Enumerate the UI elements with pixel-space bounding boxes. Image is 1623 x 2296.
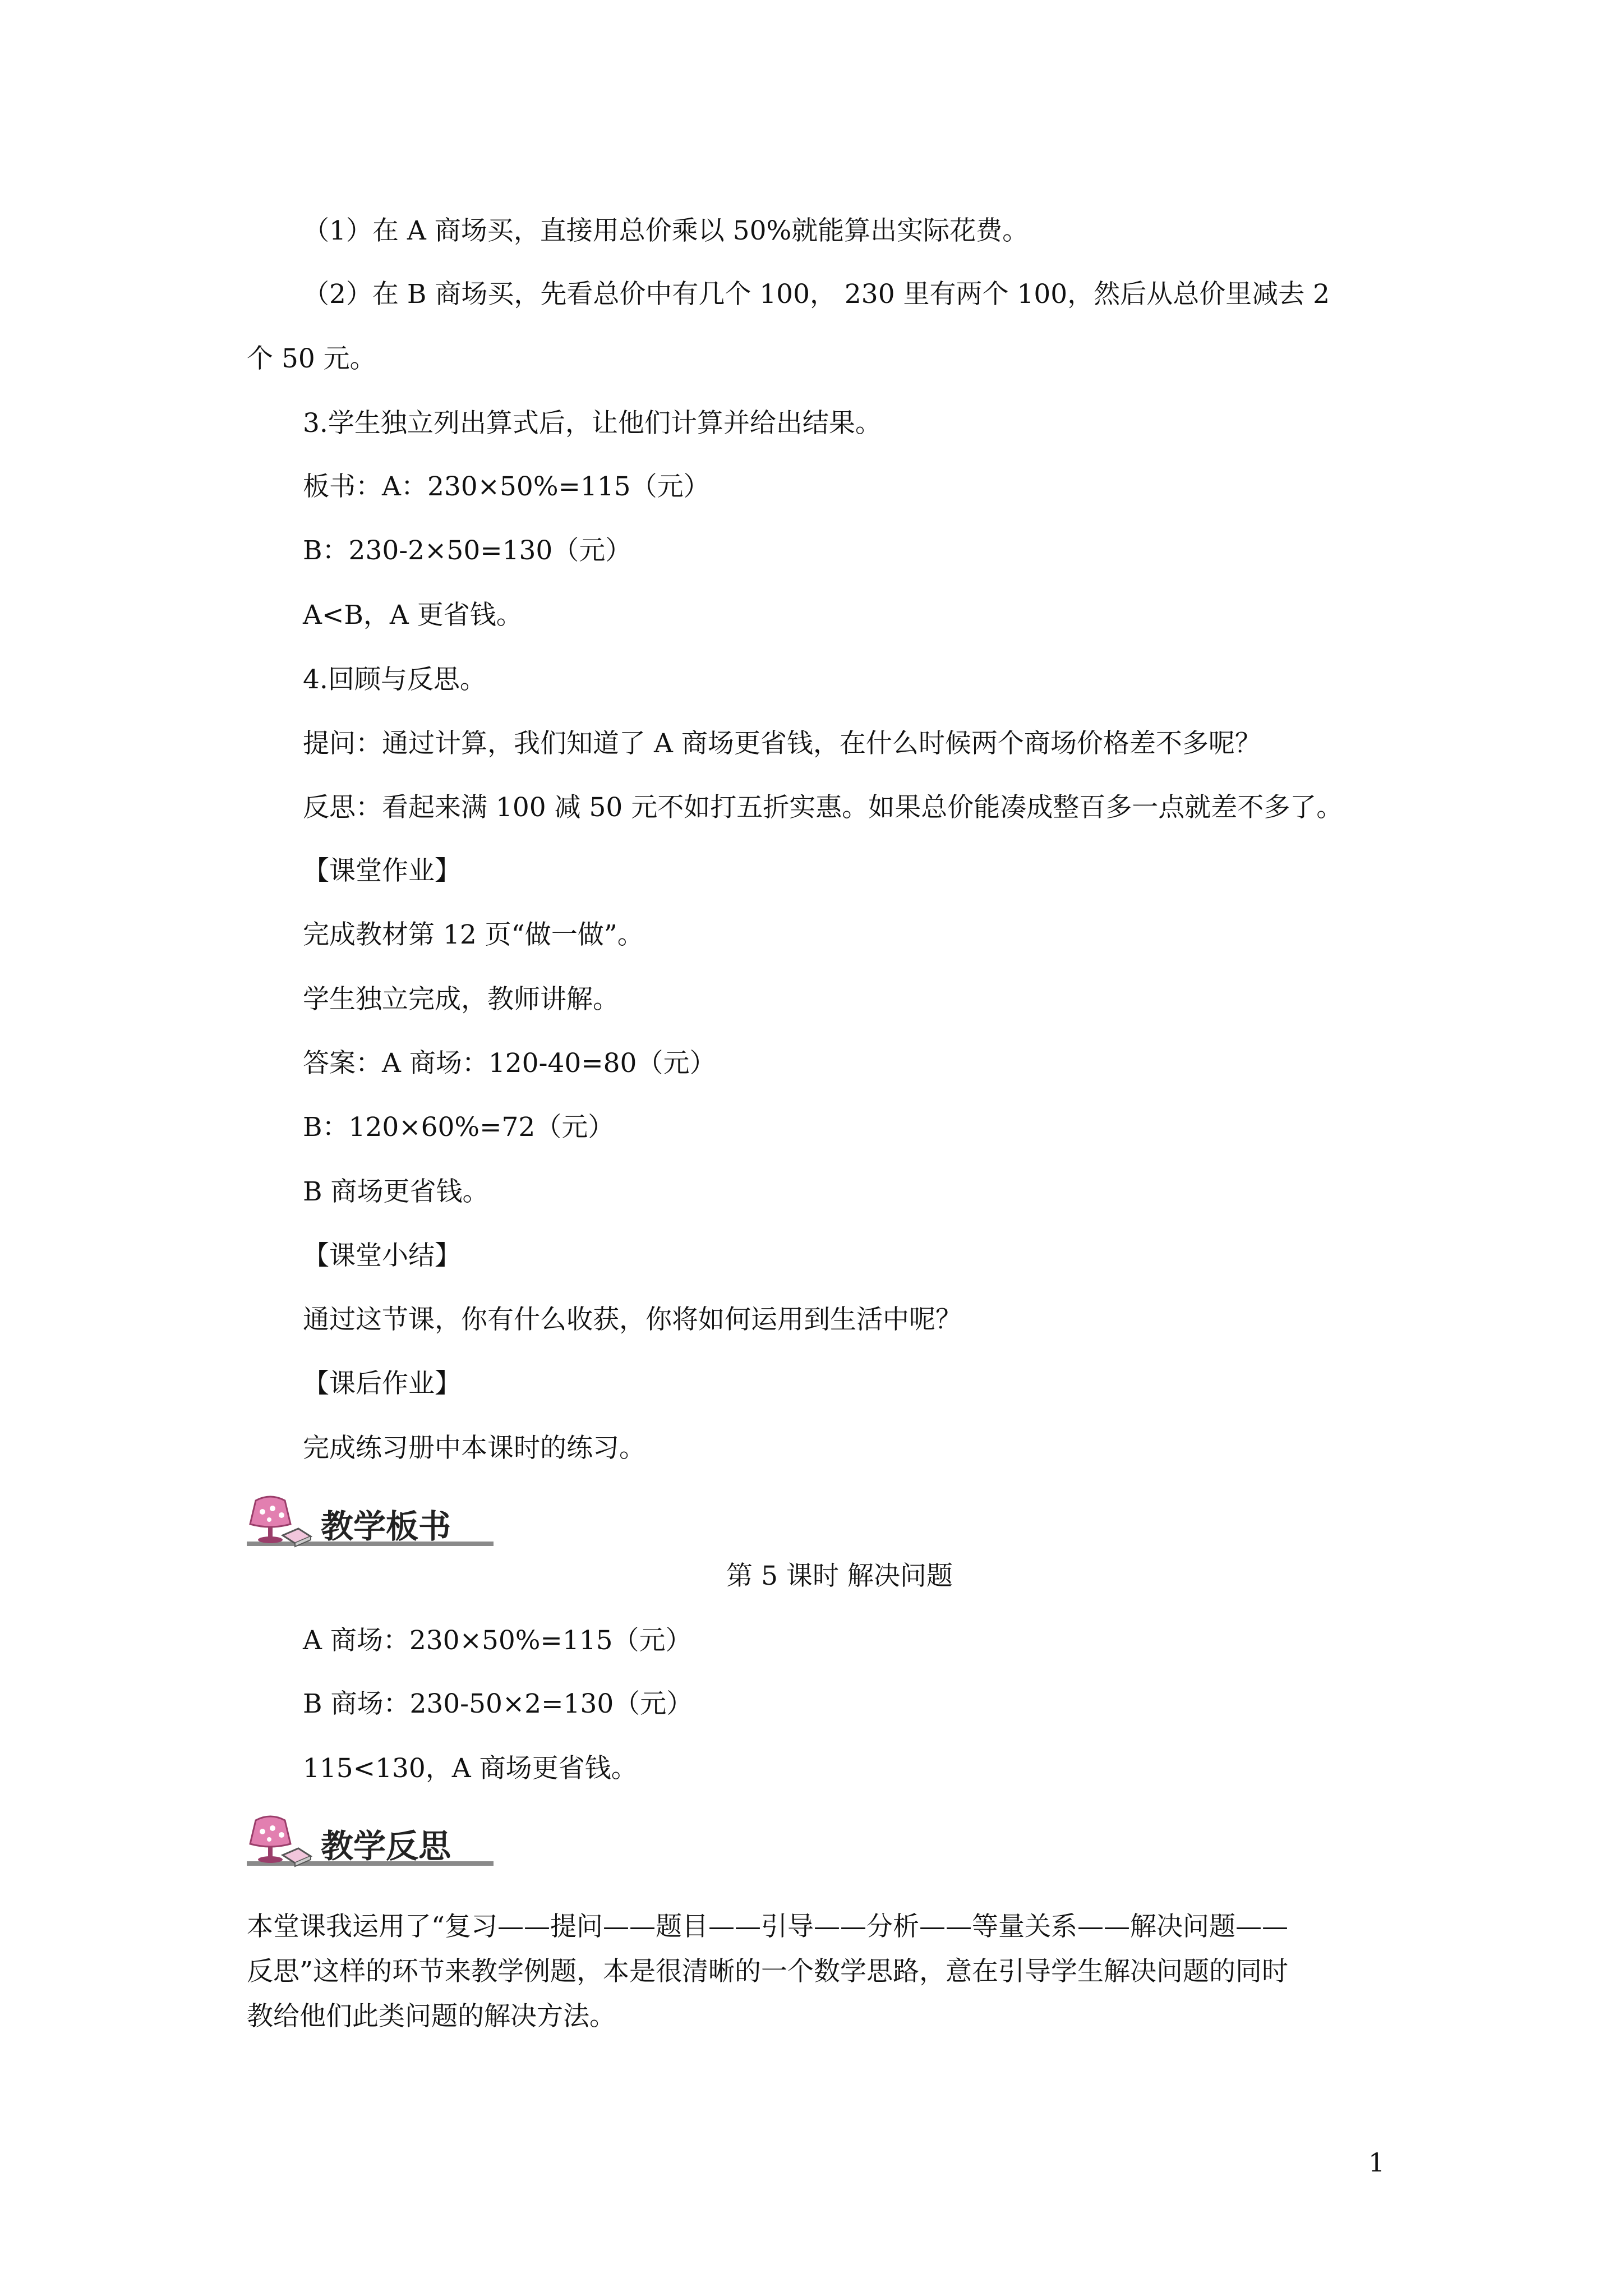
board-line: A 商场：230×50%=115（元） <box>303 1625 692 1656</box>
text-line: 学生独立完成，教师讲解。 <box>303 984 619 1015</box>
reflection-line: 本堂课我运用了“复习——提问——题目——引导——分析——等量关系——解决问题—— <box>247 1911 1289 1942</box>
text-line: 完成练习册中本课时的练习。 <box>303 1433 645 1464</box>
text-line: B 商场更省钱。 <box>303 1176 489 1207</box>
section-heading: 【课后作业】 <box>303 1368 461 1399</box>
text-line: B：120×60%=72（元） <box>303 1112 615 1143</box>
text-line: 个 50 元。 <box>247 343 376 374</box>
reflection-line: 教给他们此类问题的解决方法。 <box>247 2001 616 2032</box>
section-heading: 【课堂作业】 <box>303 855 461 886</box>
board-line: B 商场：230-50×2=130（元） <box>303 1688 693 1719</box>
text-line: 通过这节课，你有什么收获，你将如何运用到生活中呢？ <box>303 1304 962 1335</box>
lamp-book-icon <box>236 1484 499 1557</box>
board-heading: 第 5 课时 解决问题 <box>726 1561 953 1591</box>
text-line: 板书：A：230×50%=115（元） <box>303 471 710 502</box>
text-line: 反思：看起来满 100 减 50 元不如打五折实惠。如果总价能凑成整百多一点就差不多了。 <box>303 792 1343 823</box>
board-line: 115<130，A 商场更省钱。 <box>303 1753 638 1784</box>
text-line: 完成教材第 12 页“做一做”。 <box>303 919 644 950</box>
text-line: 答案：A 商场：120-40=80（元） <box>303 1048 716 1079</box>
text-line: （1）在 A 商场买，直接用总价乘以 50%就能算出实际花费。 <box>303 215 1029 246</box>
page-number: 1 <box>1368 2147 1385 2178</box>
lamp-book-icon <box>236 1803 499 1876</box>
banner-title: 教学反思 <box>321 1827 451 1865</box>
reflection-line: 反思”这样的环节来教学例题，本是很清晰的一个数学思路，意在引导学生解决问题的同时 <box>247 1956 1289 1987</box>
text-line: B：230-2×50=130（元） <box>303 535 632 566</box>
text-line: 提问：通过计算，我们知道了 A 商场更省钱，在什么时候两个商场价格差不多呢？ <box>303 728 1261 759</box>
text-line: （2）在 B 商场买，先看总价中有几个 100， 230 里有两个 100，然后从总价里减去 2 <box>303 279 1330 310</box>
text-line: 4.回顾与反思。 <box>303 664 486 695</box>
banner-reflection <box>236 1803 499 1876</box>
text-line: A<B，A 更省钱。 <box>303 600 523 631</box>
banner-board <box>236 1484 499 1557</box>
text-line: 3.学生独立列出算式后，让他们计算并给出结果。 <box>303 408 882 439</box>
section-heading: 【课堂小结】 <box>303 1240 461 1271</box>
banner-title: 教学板书 <box>321 1507 451 1545</box>
